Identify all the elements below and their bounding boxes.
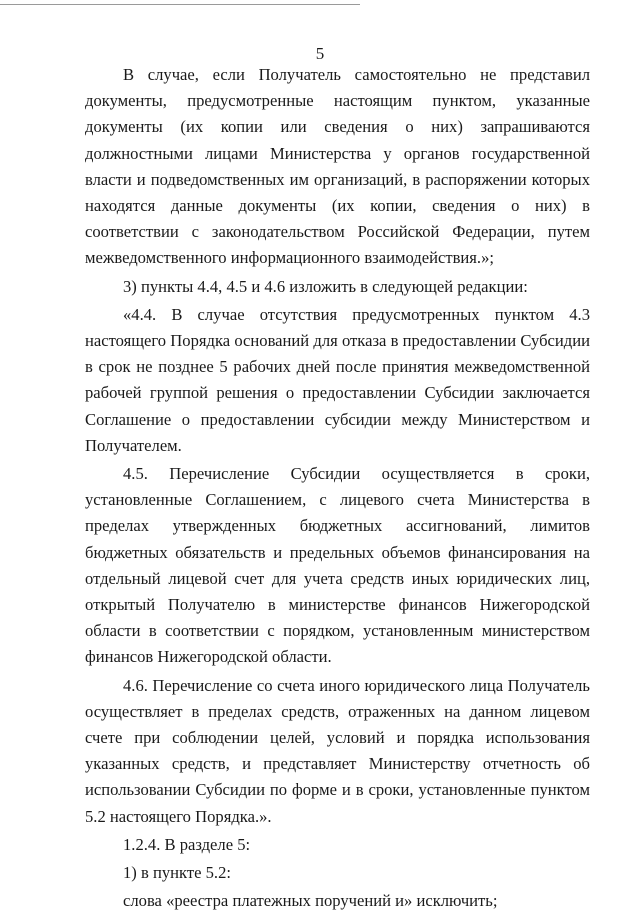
scan-top-rule: [0, 4, 360, 5]
paragraph-4-5: 4.5. Перечисление Субсидии осуществляется в сроки, установленные Соглашением, с лицевого счета Министерства в пределах утвержденных бюджетных ассигнований, лимитов бюджетных обязательств и предельных объемов финансирования на отдельный лицевой счет для учета средств иных юридических лиц, открытый Получателю в министерстве финансов Нижегородской области в соответствии с порядком, установленным министерством финансов Нижегородской области.: [85, 464, 590, 667]
paragraph-amendment-points: 3) пункты 4.4, 4.5 и 4.6 изложить в следующей редакции:: [123, 276, 528, 296]
paragraph-section-5: 1.2.4. В разделе 5:: [123, 834, 251, 854]
page-number: 5: [315, 44, 325, 63]
document-body: [85, 62, 590, 915]
paragraph-4-4: «4.4. В случае отсутствия предусмотренных пунктом 4.3 настоящего Порядка оснований для отказа в предоставлении Субсидии в срок не позднее 5 рабочих дней после принятия межведомственной рабочей группой решения о предоставлении Субсидии заключается Соглашение о предоставлении субсидии между Министерством и Получателем.: [85, 304, 590, 455]
paragraph-4-6: 4.6. Перечисление со счета иного юридического лица Получатель осуществляет в пределах средств, отраженных на данном лицевом счете при соблюдении целей, условий и порядка использования указанных средств, и представляет Министерству отчетность об использовании Субсидии по форме и в сроки, установленные пунктом 5.2 настоящего Порядка.».: [85, 675, 590, 826]
paragraph-request-documents: В случае, если Получатель самостоятельно не представил документы, предусмотренные настоящим пунктом, указанные документы (их копии или сведения о них) запрашиваются должностными лицами Министерства у органов государственной власти и подведомственных им организаций, в распоряжении которых находятся данные документы (их копии, сведения о них) в соответствии с законодательством Российской Федерации, путем межведомственного информационного взаимодействия.»;: [85, 65, 590, 268]
paragraph-exclude-words: слова «реестра платежных поручений и» исключить;: [123, 891, 498, 911]
paragraph-point-5-2: 1) в пункте 5.2:: [123, 863, 231, 883]
